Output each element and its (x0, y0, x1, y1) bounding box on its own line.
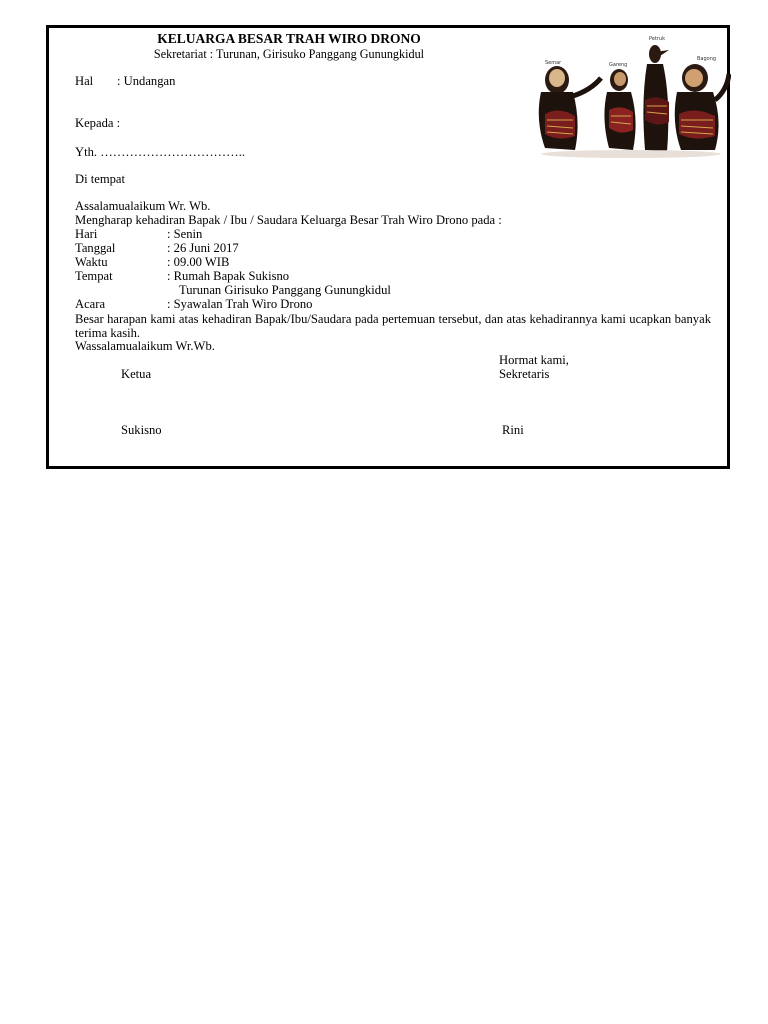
detail-label: Waktu (75, 255, 108, 269)
invitation-letter (46, 25, 730, 469)
di-tempat: Di tempat (75, 172, 126, 186)
svg-text:Petruk: Petruk (649, 36, 665, 42)
detail-label: Tanggal (75, 241, 116, 255)
detail-value: : Senin (167, 227, 203, 241)
svg-text:Bagong: Bagong (697, 56, 717, 62)
hal-label: Hal (75, 74, 94, 88)
yth-line: Yth. …………………………….. (75, 145, 246, 159)
intro-text: Mengharap kehadiran Bapak / Ibu / Saudara Keluarga Besar Trah Wiro Drono pada : (75, 213, 502, 227)
kepada-label: Kepada : (75, 116, 121, 130)
detail-waktu (75, 255, 229, 269)
detail-label: Tempat (75, 269, 113, 283)
detail-hari (75, 227, 202, 241)
detail-label: Hari (75, 227, 98, 241)
detail-tempat-line2: Turunan Girisuko Panggang Gunungkidul (179, 283, 391, 297)
closing-paragraph: Besar harapan kami atas kehadiran Bapak/Ibu/Saudara pada pertemuan tersebut, dan atas kehadirannya kami ucapkan banyak terima kasih. (75, 312, 711, 340)
svg-text:Semar: Semar (545, 60, 562, 66)
letter-subtitle: Sekretariat : Turunan, Girisuko Panggang Gunungkidul (153, 47, 425, 61)
petruk-figure (643, 36, 669, 152)
detail-value: : Syawalan Trah Wiro Drono (167, 297, 313, 311)
hal-line (75, 74, 175, 88)
wayang-punakawan-image (531, 30, 731, 162)
gareng-figure (604, 62, 635, 150)
hal-value: : Undangan (117, 74, 176, 88)
detail-value: : Rumah Bapak Sukisno (167, 269, 290, 283)
bagong-figure (675, 56, 729, 150)
greeting: Assalamualaikum Wr. Wb. (75, 199, 211, 213)
svg-text:Gareng: Gareng (609, 62, 628, 68)
detail-tanggal (75, 241, 239, 255)
sekretaris-name: Rini (502, 423, 524, 437)
detail-label: Acara (75, 297, 106, 311)
ketua-role: Ketua (121, 367, 152, 381)
semar-figure (539, 60, 601, 150)
farewell: Wassalamualaikum Wr.Wb. (75, 339, 215, 353)
detail-value: : 26 Juni 2017 (167, 241, 239, 255)
detail-value: : 09.00 WIB (167, 255, 230, 269)
detail-tempat (75, 269, 289, 283)
sekretaris-role: Sekretaris (499, 367, 550, 381)
detail-acara (75, 297, 312, 311)
hormat-kami: Hormat kami, (499, 353, 569, 367)
ketua-name: Sukisno (121, 423, 162, 437)
letter-title: KELUARGA BESAR TRAH WIRO DRONO (157, 31, 421, 46)
